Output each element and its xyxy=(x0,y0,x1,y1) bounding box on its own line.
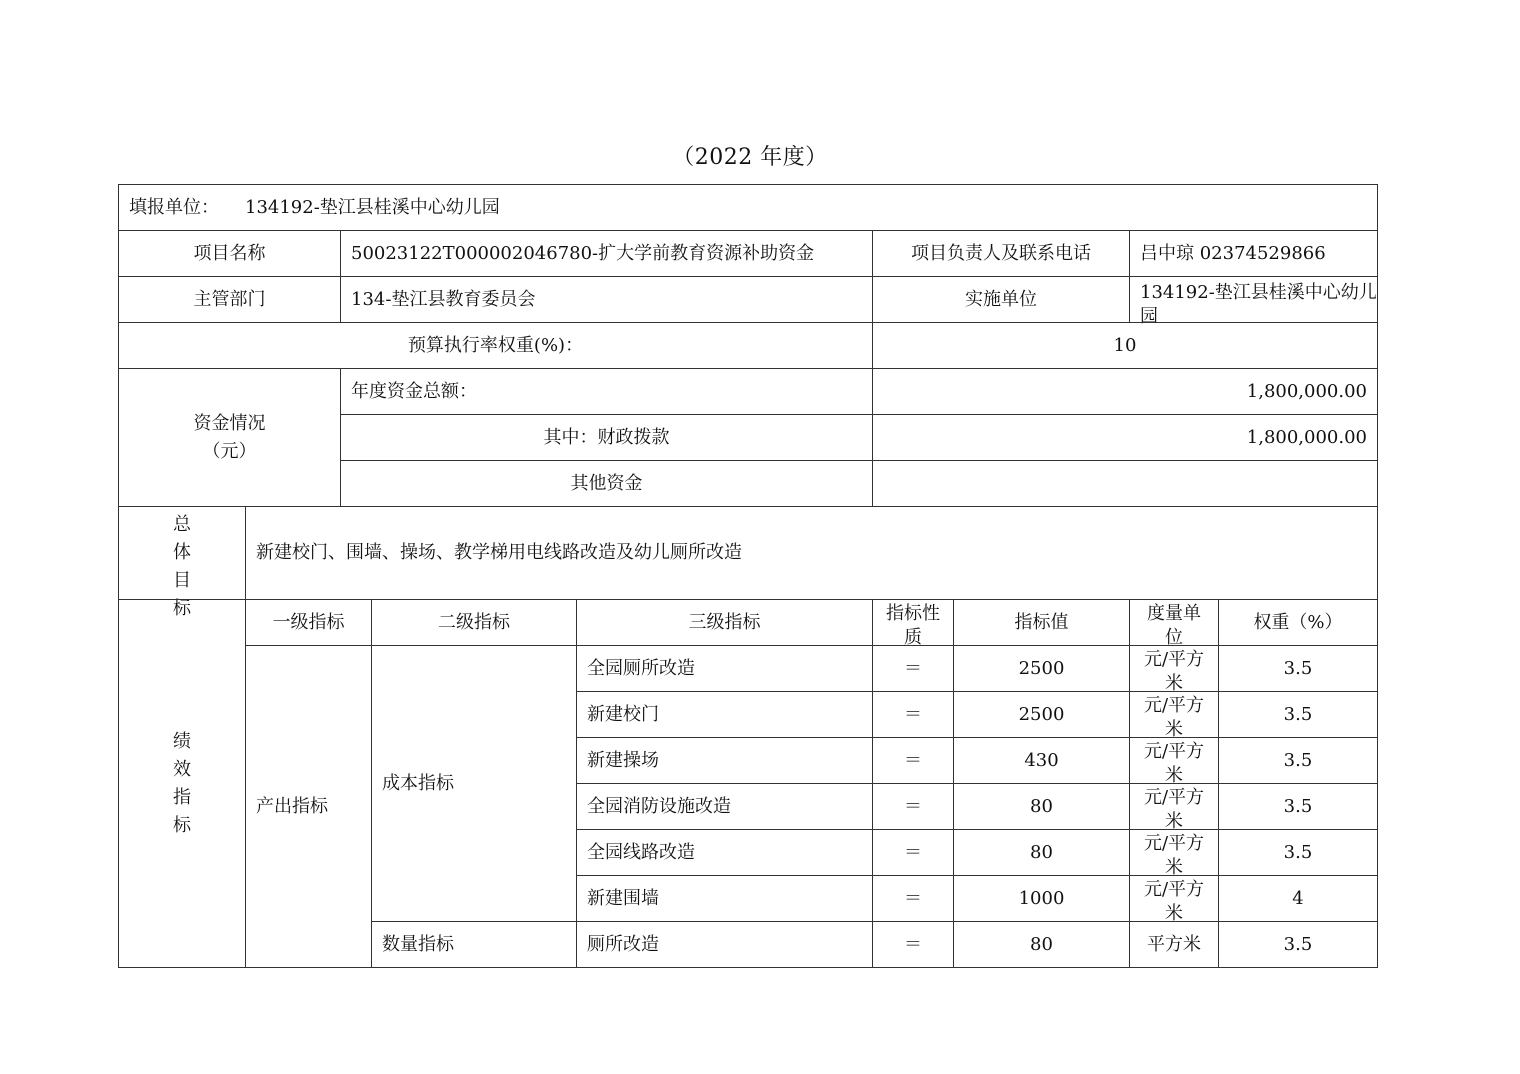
overall-goal-label xyxy=(118,506,246,619)
goal-char: 总 xyxy=(173,514,191,535)
header-level3: 三级指标 xyxy=(576,599,873,646)
indicator-name: 新建校门 xyxy=(576,691,873,738)
indicator-unit: 元/平方米 xyxy=(1129,829,1219,876)
funds-label-line2: （元） xyxy=(202,440,257,462)
project-name-value: 50023122T000002046780-扩大学前教育资源补助资金 xyxy=(340,230,873,277)
reporting-unit-value: 134192-垫江县桂溪中心幼儿园 xyxy=(245,196,500,218)
goal-char: 体 xyxy=(173,542,191,563)
header-value: 指标值 xyxy=(953,599,1130,646)
indicator-weight: 3.5 xyxy=(1218,921,1378,968)
funds-other-label: 其他资金 xyxy=(340,460,873,507)
indicator-unit: 元/平方米 xyxy=(1129,875,1219,922)
department-value: 134-垫江县教育委员会 xyxy=(340,276,873,323)
indicator-value: 2500 xyxy=(953,645,1130,692)
indicator-operator: ＝ xyxy=(872,737,954,784)
report-year-title: （2022 年度） xyxy=(672,145,828,170)
funds-label xyxy=(118,368,341,507)
reporting-unit-row xyxy=(118,184,1378,231)
indicator-unit: 元/平方米 xyxy=(1129,645,1219,692)
indicator-unit: 平方米 xyxy=(1129,921,1219,968)
indicator-value: 430 xyxy=(953,737,1130,784)
funds-total-label: 年度资金总额： xyxy=(340,368,873,415)
indicator-name: 全园线路改造 xyxy=(576,829,873,876)
indicator-char: 效 xyxy=(173,758,191,780)
budget-weight-label: 预算执行率权重(%)： xyxy=(118,322,873,369)
indicator-weight: 3.5 xyxy=(1218,829,1378,876)
project-name-label: 项目名称 xyxy=(118,230,341,277)
header-weight: 权重（%） xyxy=(1218,599,1378,646)
indicator-char: 绩 xyxy=(173,730,191,752)
indicator-weight: 3.5 xyxy=(1218,691,1378,738)
indicator-value: 80 xyxy=(953,783,1130,830)
indicator-weight: 3.5 xyxy=(1218,645,1378,692)
indicator-value: 80 xyxy=(953,829,1130,876)
project-leader-value: 吕中琼 02374529866 xyxy=(1129,230,1378,277)
implementing-unit-label: 实施单位 xyxy=(872,276,1130,323)
indicator-unit: 元/平方米 xyxy=(1129,691,1219,738)
funds-fiscal-value: 1,800,000.00 xyxy=(872,414,1378,461)
indicator-value: 2500 xyxy=(953,691,1130,738)
indicator-weight: 3.5 xyxy=(1218,737,1378,784)
indicator-name: 全园厕所改造 xyxy=(576,645,873,692)
implementing-unit-value: 134192-垫江县桂溪中心幼儿园 xyxy=(1129,276,1378,323)
goal-char: 标 xyxy=(173,598,191,619)
indicator-char: 标 xyxy=(173,814,191,836)
performance-indicators-label xyxy=(118,599,246,968)
funds-fiscal-label: 其中：财政拨款 xyxy=(340,414,873,461)
level2-quantity-indicator: 数量指标 xyxy=(371,921,577,968)
indicator-char: 指 xyxy=(173,786,191,808)
indicator-unit: 元/平方米 xyxy=(1129,737,1219,784)
indicator-name: 厕所改造 xyxy=(576,921,873,968)
indicator-weight: 4 xyxy=(1218,875,1378,922)
indicator-operator: ＝ xyxy=(872,875,954,922)
funds-total-value: 1,800,000.00 xyxy=(872,368,1378,415)
level2-cost-indicator: 成本指标 xyxy=(371,645,577,922)
reporting-unit-label: 填报单位： xyxy=(129,196,219,218)
indicator-weight: 3.5 xyxy=(1218,783,1378,830)
indicator-operator: ＝ xyxy=(872,691,954,738)
project-leader-label: 项目负责人及联系电话 xyxy=(872,230,1130,277)
indicator-value: 80 xyxy=(953,921,1130,968)
indicator-name: 全园消防设施改造 xyxy=(576,783,873,830)
funds-label-line1: 资金情况 xyxy=(193,412,266,434)
overall-goal-text: 新建校门、围墙、操场、教学梯用电线路改造及幼儿厕所改造 xyxy=(245,506,1378,600)
indicator-operator: ＝ xyxy=(872,783,954,830)
indicator-operator: ＝ xyxy=(872,829,954,876)
indicator-name: 新建操场 xyxy=(576,737,873,784)
indicator-name: 新建围墙 xyxy=(576,875,873,922)
header-level2: 二级指标 xyxy=(371,599,577,646)
indicator-operator: ＝ xyxy=(872,921,954,968)
header-unit: 度量单位 xyxy=(1129,599,1219,646)
funds-other-value xyxy=(872,460,1378,507)
budget-weight-value: 10 xyxy=(872,322,1378,369)
indicator-value: 1000 xyxy=(953,875,1130,922)
department-label: 主管部门 xyxy=(118,276,341,323)
header-nature: 指标性质 xyxy=(872,599,954,646)
level1-output-indicator: 产出指标 xyxy=(245,645,372,968)
goal-char: 目 xyxy=(173,570,191,591)
header-level1: 一级指标 xyxy=(245,599,372,646)
indicator-unit: 元/平方米 xyxy=(1129,783,1219,830)
indicator-operator: ＝ xyxy=(872,645,954,692)
